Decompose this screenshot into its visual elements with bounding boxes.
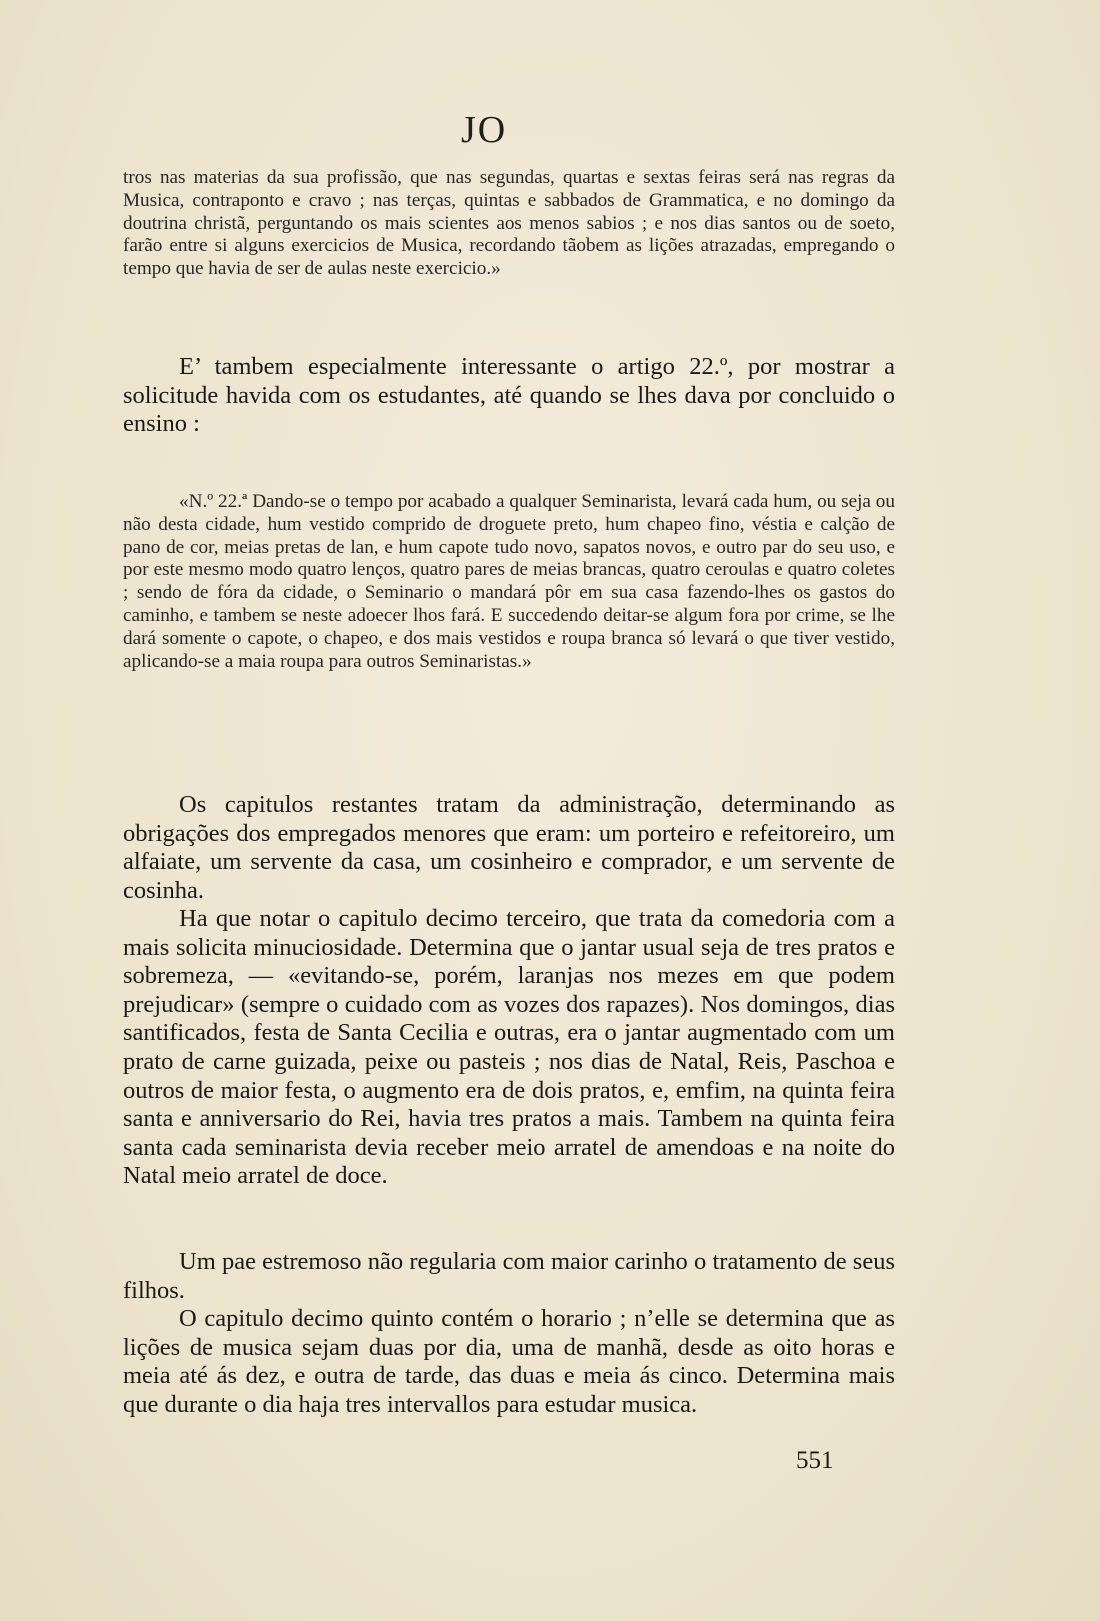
paragraph-schedule: O capitulo decimo quinto contém o horario ; n’elle se determina que as lições de musica sejam duas por dia, uma de manhã, desde as oito horas e meia até ás dez, e outra de tarde, das duas e meia ás cinco. Determina mais que durante o dia haja tres intervallos para estudar musica. [123, 1305, 895, 1418]
paragraph-article-22-intro: E’ tambem especialmente interessante o artigo 22.º, por mostrar a solicitude havida com os estudantes, até quando se lhes dava por concluido o ensino : [123, 353, 895, 438]
quote-continuation: tros nas materias da sua profissão, que nas segundas, quartas e sextas feiras será nas regras da Musica, contraponto e cravo ; nas terças, quintas e sabbados de Grammatica, e no domingo da doutrina christã, perguntando os mais scientes aos menos sabios ; e nos dias santos ou de soeto, farão entre si alguns exercicios de Musica, recordando tãobem as lições atrazadas, empregando o tempo que havia de ser de aulas neste exercicio.» [123, 167, 895, 280]
page-header-mark: JO [461, 109, 508, 151]
page-number: 551 [796, 1447, 834, 1474]
quote-article-22: «N.º 22.ª Dando-se o tempo por acabado a qualquer Seminarista, levará cada hum, ou seja ou não desta cidade, hum vestido comprido de droguete preto, hum chapeo fino, véstia e calção de pano de cor, meias pretas de lan, e hum capote tudo novo, sapatos novos, e outro par do seu uso, e por este mesmo modo quatro lenços, quatro pares de meias brancas, quatro ceroulas e quatro coletes ; sendo de fóra da cidade, o Seminario o mandará pôr em sua casa fazendo-lhes os gastos do caminho, e tambem se neste adoecer lhos fará. E succedendo deitar-se algum fora por crime, se lhe dará somente o capote, o chapeo, e dos mais vestidos e roupa branca só levará o que tiver vestido, aplicando-se a maia roupa para outros Seminaristas.» [123, 491, 895, 672]
paragraph-administration: Os capitulos restantes tratam da administração, determinando as obrigações dos empregados menores que eram: um porteiro e refeitoreiro, um alfaiate, um servente da casa, um cosinheiro e comprador, e um servente de cosinha. [123, 791, 895, 904]
paragraph-meals: Ha que notar o capitulo decimo terceiro, que trata da comedoria com a mais solicita minuciosidade. Determina que o jantar usual seja de tres pratos e sobremeza, — «evitando-se, porém, laranjas nos mezes em que podem prejudicar» (sempre o cuidado com as vozes dos rapazes). Nos domingos, dias santificados, festa de Santa Cecilia e outras, era o jantar augmentado com um prato de carne guizada, peixe ou pasteis ; nos dias de Natal, Reis, Paschoa e outros de maior festa, o augmento era de dois pratos, e, emfim, na quinta feira santa e anniversario do Rei, havia tres pratos a mais. Tambem na quinta feira santa cada seminarista devia receber meio arratel de amendoas e na noite do Natal meio arratel de doce. [123, 905, 895, 1190]
paragraph-father-remark: Um pae estremoso não regularia com maior carinho o tratamento de seus filhos. [123, 1248, 895, 1304]
